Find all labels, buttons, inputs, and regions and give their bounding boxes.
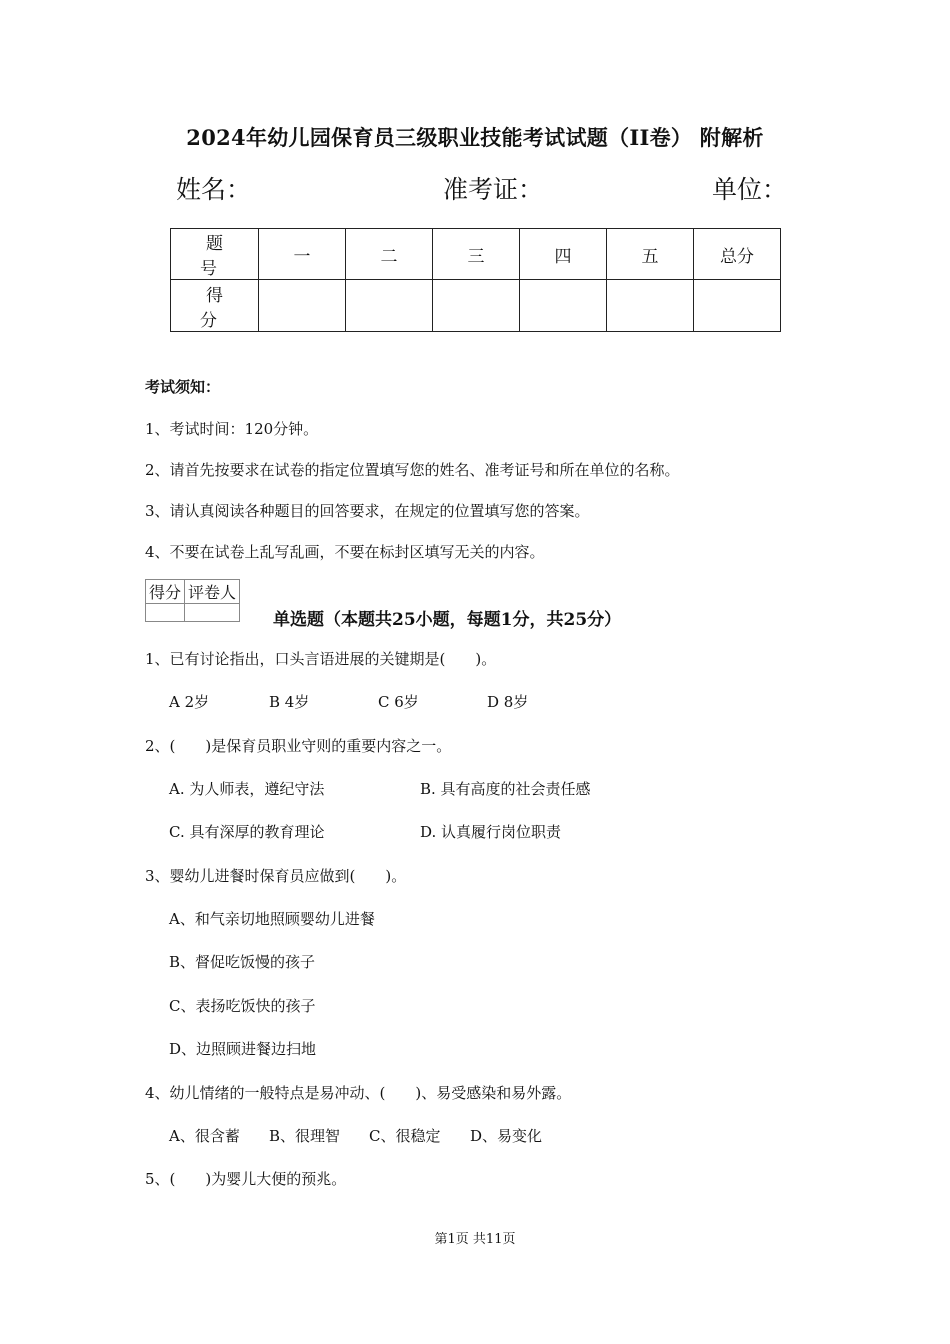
column-header-1: 一 [259,229,346,280]
q1-option-c: C 6岁 [378,693,419,711]
q3-option-a: A、和气亲切地照顾婴幼儿进餐 [169,910,375,928]
score-cell-5[interactable] [607,280,694,332]
page-footer: 第1页 共11页 [434,1232,516,1247]
unit-field-label: 单位： [712,175,788,204]
notice-item-4: 4、不要在试卷上乱写乱画，不要在标封区填写无关的内容。 [145,543,545,561]
question-3-stem: 3、婴幼儿进餐时保育员应做到( )。 [145,867,407,885]
score-cell-1[interactable] [259,280,346,332]
notice-item-2: 2、请首先按要求在试卷的指定位置填写您的姓名、准考证号和所在单位的名称。 [145,461,680,479]
q4-option-a: A、很含蓄 [169,1127,240,1145]
q4-option-c: C、很稳定 [369,1127,441,1145]
q2-option-a: A. 为人师表，遵纪守法 [169,780,325,798]
grader-reviewer-label: 评卷人 [185,580,240,604]
question-4-stem: 4、幼儿情绪的一般特点是易冲动、( )、易受感染和易外露。 [145,1084,572,1102]
score-table-score-row [171,280,781,332]
grader-box [145,579,240,622]
grader-reviewer-cell[interactable] [185,604,240,622]
notice-item-3: 3、请认真阅读各种题目的回答要求，在规定的位置填写您的答案。 [145,502,590,520]
column-header-2: 二 [346,229,433,280]
column-header-4: 四 [520,229,607,280]
question-1-stem: 1、已有讨论指出，口头言语进展的关键期是( )。 [145,650,497,668]
section-title: 单选题（本题共25小题，每题1分，共25分） [273,610,622,630]
grader-score-label: 得分 [146,580,185,604]
q2-option-b: B. 具有高度的社会责任感 [420,780,591,798]
column-header-3: 三 [433,229,520,280]
q4-option-d: D、易变化 [470,1127,543,1145]
notice-heading: 考试须知： [145,378,221,396]
q1-option-a: A 2岁 [169,693,210,711]
q2-option-c: C. 具有深厚的教育理论 [169,823,325,841]
document-title: 2024年幼儿园保育员三级职业技能考试试题（II卷） 附解析 [186,125,764,150]
header-label-cell: 题 号 [171,229,259,280]
q3-option-c: C、表扬吃饭快的孩子 [169,997,316,1015]
column-header-5: 五 [607,229,694,280]
score-cell-3[interactable] [433,280,520,332]
score-table [170,228,781,332]
q1-option-d: D 8岁 [487,693,529,711]
notice-item-1: 1、考试时间：120分钟。 [145,420,319,438]
score-cell-4[interactable] [520,280,607,332]
name-field-label: 姓名： [176,175,252,204]
q4-option-b: B、很理智 [269,1127,341,1145]
row-label-cell: 得 分 [171,280,259,332]
score-cell-2[interactable] [346,280,433,332]
grader-score-cell[interactable] [146,604,185,622]
question-5-stem: 5、( )为婴儿大便的预兆。 [145,1170,347,1188]
exam-id-field-label: 准考证： [443,175,544,204]
score-table-header-row [171,229,781,280]
q1-option-b: B 4岁 [269,693,310,711]
question-2-stem: 2、( )是保育员职业守则的重要内容之一。 [145,737,452,755]
column-header-total: 总分 [694,229,781,280]
score-cell-total[interactable] [694,280,781,332]
q3-option-d: D、边照顾进餐边扫地 [169,1040,317,1058]
q2-option-d: D. 认真履行岗位职责 [420,823,562,841]
q3-option-b: B、督促吃饭慢的孩子 [169,953,316,971]
